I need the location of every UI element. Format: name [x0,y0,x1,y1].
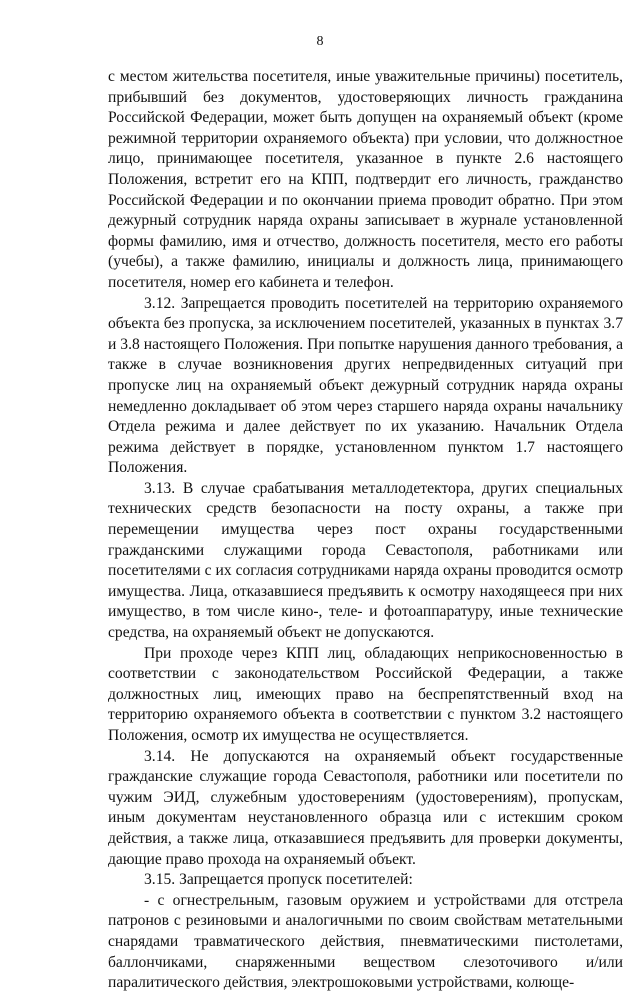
paragraph-3-12: 3.12. Запрещается проводить посетителей на территорию охраняемого объекта без пропуска, за исключением посетителей, указанных в пунктах 3.7 и 3.8 настоящего Положения. При попытке нарушения данного требования, а также в случае возникновения других непредвиденных ситуаций при пропуске лиц на охраняемый объект дежурный сотрудник наряда охраны немедленно докладывает об этом через старшего наряда охраны начальнику Отдела режима и далее действует по их указанию. Начальник Отдела режима действует в порядке, установленном пунктом 1.7 настоящего Положения. [108,294,623,477]
document-body [108,67,623,994]
paragraph-3-13: 3.13. В случае срабатывания металлодетектора, других специальных технических средств безопасности на посту охраны, а также при перемещении имущества через пост охраны государственными гражданскими служащими города Севастополя, работниками или посетителями с их согласия сотрудниками наряда охраны проводится осмотр имущества. Лица, отказавшиеся предъявить к осмотру находящееся при них имущество, в том числе кино-, теле- и фотоаппаратуру, иные технические средства, на охраняемый объект не допускаются. [108,479,623,642]
list-item-weapons: - с огнестрельным, газовым оружием и устройствами для отстрела патронов с резиновыми и аналогичными по своим свойствам метательными снарядами травматического действия, пневматическими пистолетами, баллончиками, снаряженными веществом слезоточивого и/или паралитического действия, электрошоковыми устройствами, колюще- [108,891,623,992]
paragraph-3-14: 3.14. Не допускаются на охраняемый объект государственные гражданские служащие города Севастополя, работники или посетители по чужим ЭИД, служебным удостоверениям (удостоверениям), пропускам, иным документам неустановленного образца или с истекшим сроком действия, а также лица, отказавшиеся предъявить для проверки документы, дающие право прохода на охраняемый объект. [108,747,623,868]
paragraph-3-13-continued: При проходе через КПП лиц, обладающих неприкосновенностью в соответствии с законодательством Российской Федерации, а также должностных лиц, имеющих право на беспрепятственный вход на территорию охраняемого объекта в соответствии с пунктом 3.2 настоящего Положения, осмотр их имущества не осуществляется. [108,644,623,744]
paragraph-continuation: с местом жительства посетителя, иные уважительные причины) посетитель, прибывший без документов, удостоверяющих личность гражданина Российской Федерации, может быть допущен на охраняемый объект (кроме режимной территории охраняемого объекта) при условии, что должностное лицо, принимающее посетителя, указанное в пункте 2.6 настоящего Положения, встретит его на КПП, подтвердит его личность, гражданство Российской Федерации и по окончании приема проводит обратно. При этом дежурный сотрудник наряда охраны записывает в журнале установленной формы фамилию, имя и отчество, должность посетителя, место его работы (учебы), а также фамилию, инициалы и должность лица, принимающего посетителя, номер его кабинета и телефон. [108,68,623,291]
page-number: 8 [316,34,324,49]
paragraph-3-15: 3.15. Запрещается пропуск посетителей: [144,871,413,889]
